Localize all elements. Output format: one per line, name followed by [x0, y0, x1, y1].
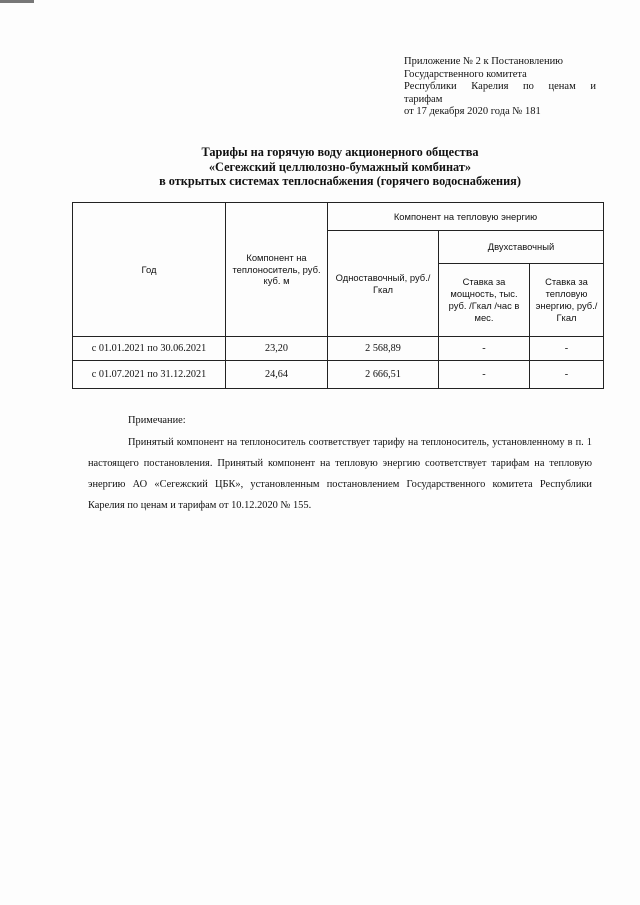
header-capacity-rate: Ставка за мощность, тыс. руб. /Гкал /час в мес. [439, 264, 530, 337]
appendix-line-1: Приложение № 2 к Постановлению [404, 56, 564, 67]
cell-single-rate: 2 568,89 [328, 337, 439, 361]
header-two-rate: Двухставочный [439, 231, 604, 264]
tariff-table [72, 202, 604, 389]
title-line-3: в открытых системах теплоснабжения (горячего водоснабжения) [159, 174, 521, 188]
cell-energy-rate: - [530, 361, 604, 389]
table-row [73, 361, 604, 389]
cell-period: с 01.07.2021 по 31.12.2021 [73, 361, 226, 389]
appendix-line-5: от 17 декабря 2020 года № 181 [404, 106, 541, 118]
header-carrier-component: Компонент на теплоноситель, руб. куб. м [226, 203, 328, 337]
appendix-reference [404, 56, 596, 119]
header-energy-component: Компонент на тепловую энергию [328, 203, 604, 231]
title-line-1: Тарифы на горячую воду акционерного общества [201, 145, 479, 159]
header-energy-rate: Ставка за тепловую энергию, руб./Гкал [530, 264, 604, 337]
appendix-word: по [523, 81, 534, 93]
header-single-rate: Одноставочный, руб./Гкал [328, 231, 439, 337]
table-row [73, 337, 604, 361]
cell-energy-rate: - [530, 337, 604, 361]
appendix-word: и [590, 81, 596, 93]
appendix-line-2: Государственного комитета [404, 68, 527, 80]
cell-carrier: 24,64 [226, 361, 328, 389]
cell-capacity-rate: - [439, 361, 530, 389]
note-text: Принятый компонент на теплоноситель соответствует тарифу на теплоноситель, установленному в п. 1 настоящего постановления. Принятый компонент на тепловую энергию соответствует тарифам на тепловую энергию АО «Сегежский ЦБК», установленным постановлением Государственного комитета Республики Карелия по ценам и тарифам от 10.12.2020 № 155. [88, 437, 592, 511]
cell-carrier: 23,20 [226, 337, 328, 361]
appendix-line-3 [404, 81, 596, 94]
title-line-2: «Сегежский целлюлозно-бумажный комбинат» [208, 159, 472, 174]
appendix-word: Карелия [471, 81, 509, 93]
appendix-word: Республики [404, 81, 457, 93]
cell-period: с 01.01.2021 по 30.06.2021 [73, 337, 226, 361]
scan-edge-mark [0, 0, 34, 3]
header-year: Год [73, 203, 226, 337]
cell-capacity-rate: - [439, 337, 530, 361]
document-title [0, 145, 640, 189]
cell-single-rate: 2 666,51 [328, 361, 439, 389]
appendix-word: ценам [548, 81, 576, 93]
appendix-line-4: тарифам [404, 93, 443, 105]
note-label: Примечание: [128, 415, 186, 426]
